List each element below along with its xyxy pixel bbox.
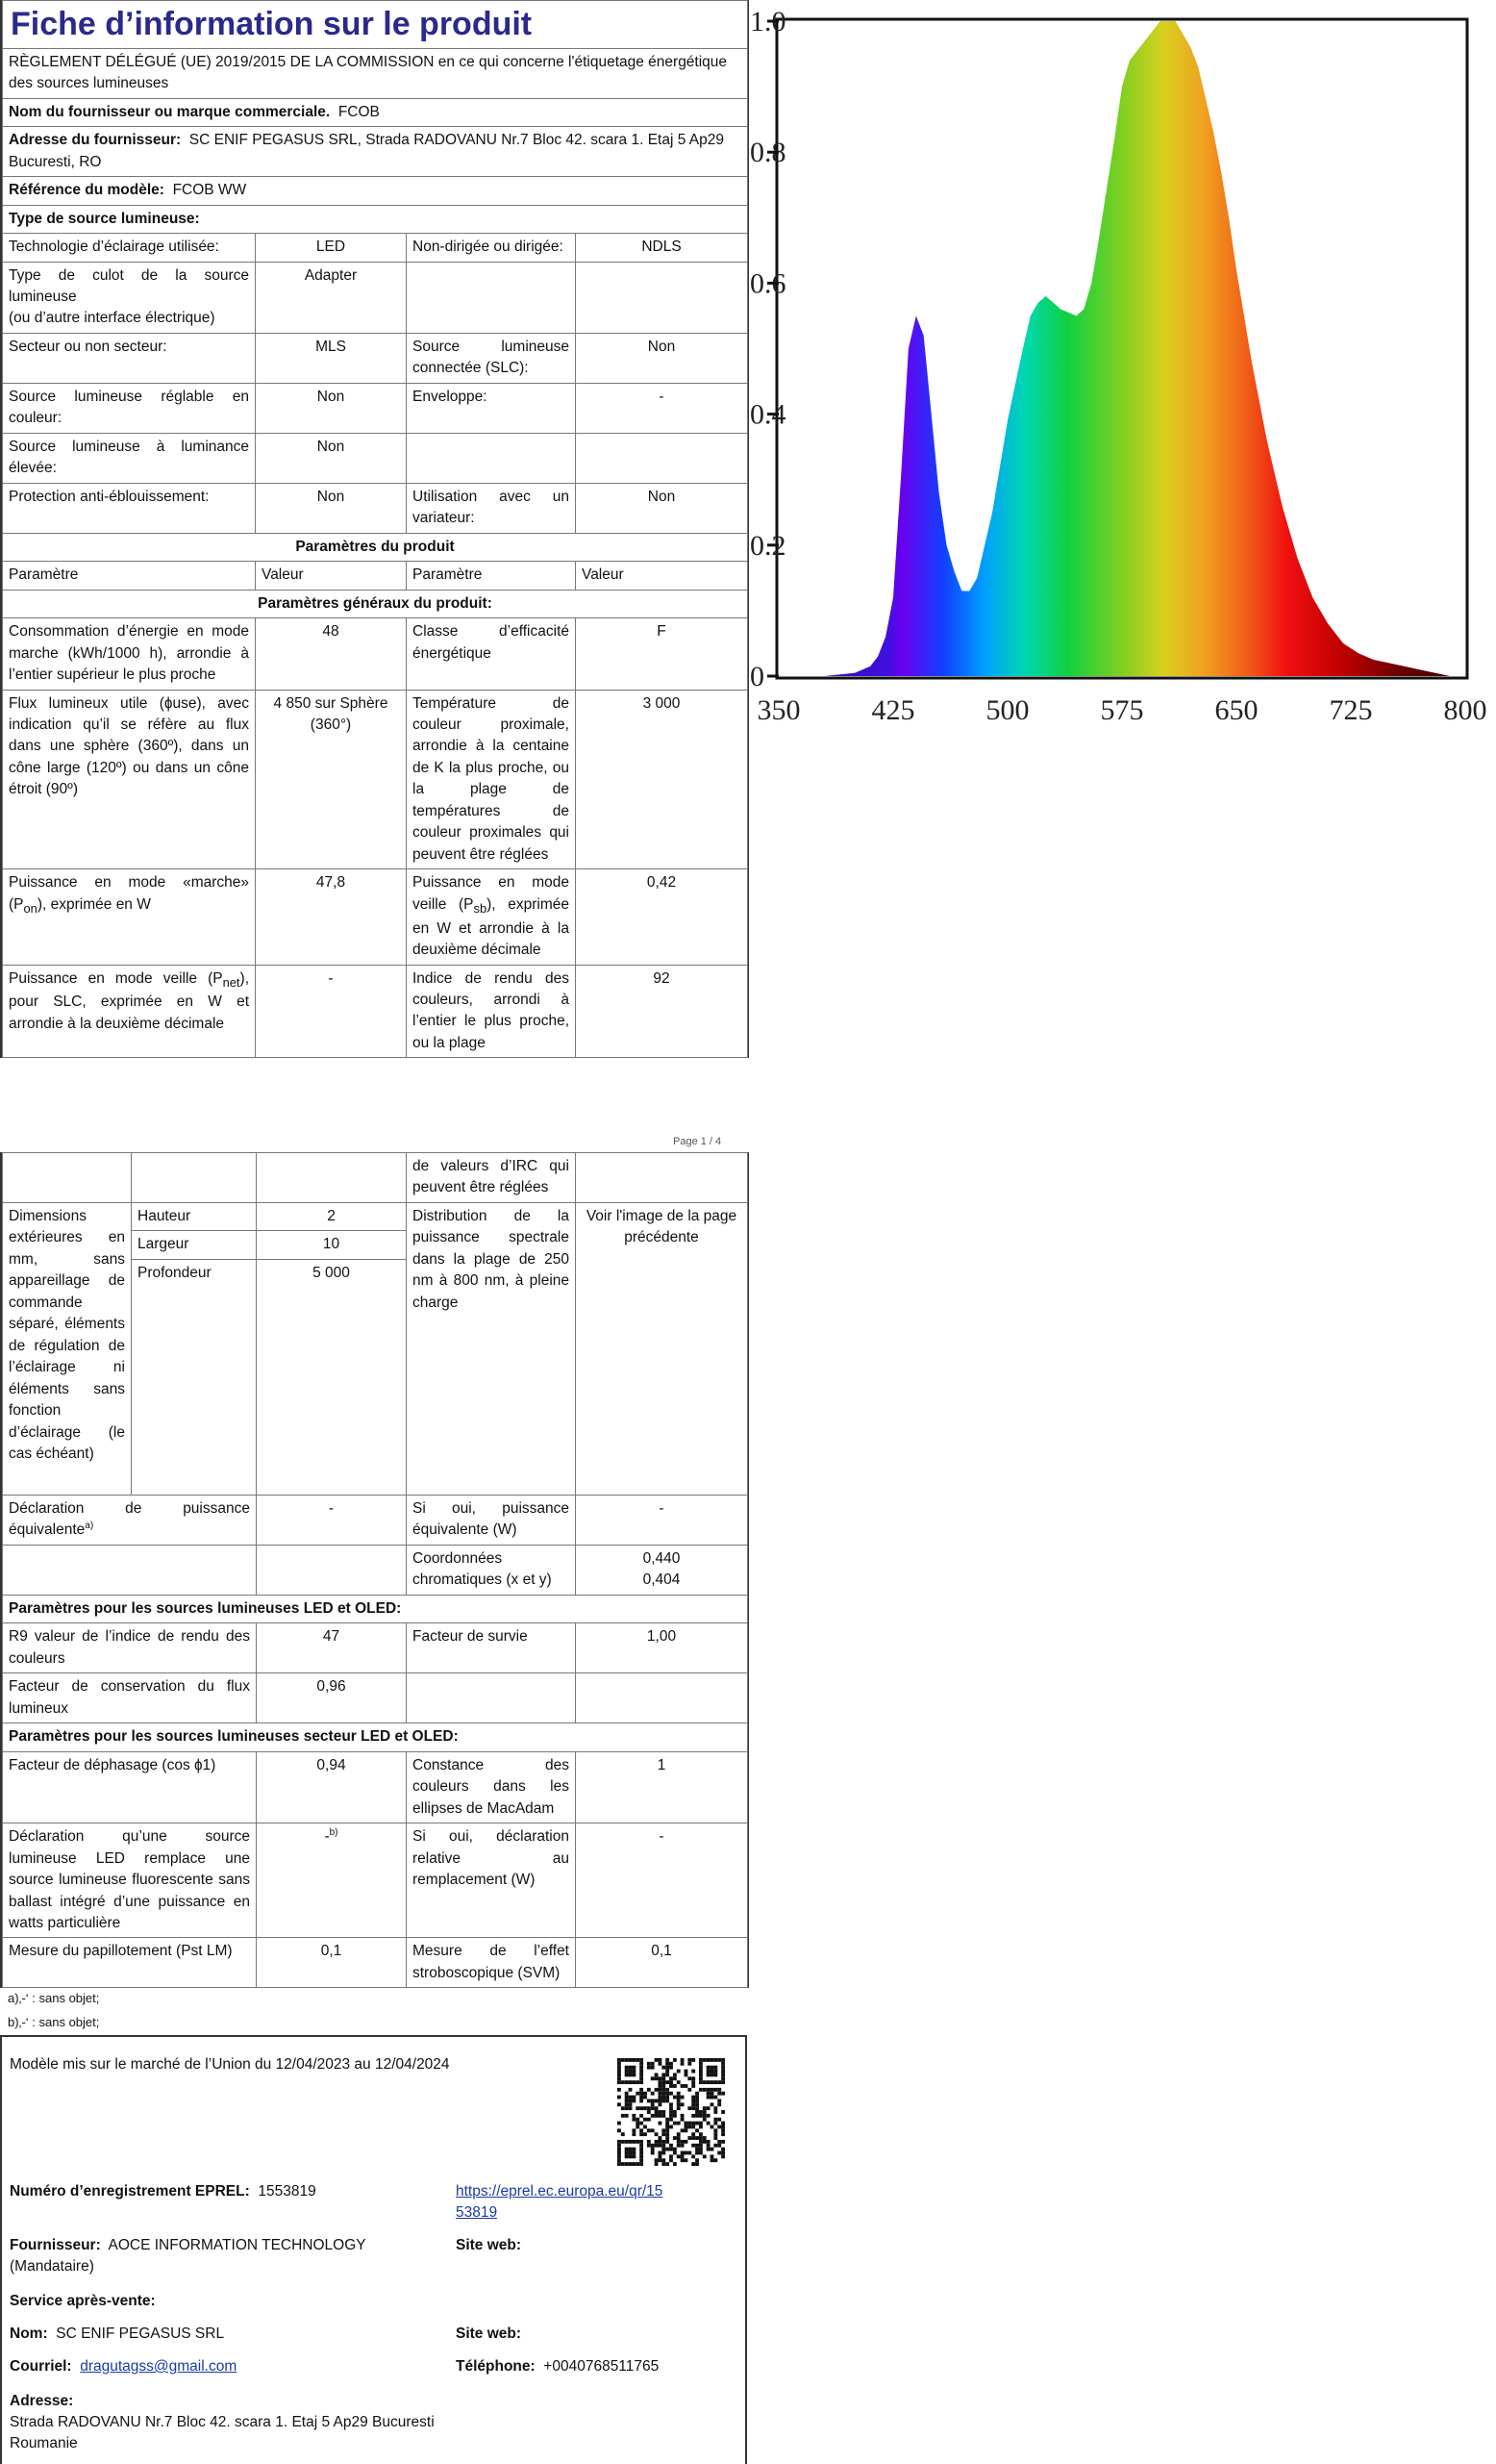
x-tick-label: 425 [871, 694, 915, 726]
type-heading: Type de source lumineuse: [3, 205, 748, 233]
supplier-name-row: Nom du fournisseur ou marque commerciale. FCOB [3, 98, 748, 126]
product-params-heading: Paramètres du produit [3, 533, 748, 561]
chroma-value: 0,440 0,404 [576, 1545, 748, 1595]
replace-label: Déclaration qu’une source lumineuse LED remplace une source lumineuse fluorescente sans ballast intégré d’une puissance en watts particulière [3, 1823, 257, 1938]
directed-value: NDLS [576, 234, 748, 262]
pf-label: Facteur de déphasage (cos ɸ1) [3, 1751, 257, 1823]
address-value: Strada RADOVANU Nr.7 Bloc 42. scara 1. Etaj 5 Ap29 Bucuresti Roumanie [10, 2414, 435, 2452]
y-tick-label: 0.2 [750, 529, 786, 562]
col-header-value-2: Valeur [576, 562, 748, 590]
slc-label: Source lumineuse connectée (SLC): [407, 333, 576, 383]
glare-label: Protection anti-éblouissement: [3, 483, 256, 533]
glare-value: Non [256, 483, 407, 533]
market-placed-text: Modèle mis sur le marché de l’Union du 12/04/2023 au 12/04/2024 [10, 2056, 450, 2073]
survival-value: 1,00 [576, 1623, 748, 1673]
maint-label: Facteur de conservation du flux lumineux [3, 1673, 257, 1723]
x-tick-label: 500 [985, 694, 1030, 726]
product-info-table [2, 0, 748, 1058]
cap-label: Type de culot de la source lumineuse (ou d’autre interface électrique) [3, 262, 256, 333]
supplier-name-value: FCOB [337, 103, 380, 120]
supplier-row: Fournisseur: AOCE INFORMATION TECHNOLOGY (Mandataire) [10, 2237, 366, 2275]
macadam-value: 1 [576, 1751, 748, 1823]
col-header-param: Paramètre [3, 562, 256, 590]
tunable-label: Source lumineuse réglable en couleur: [3, 383, 256, 433]
service-name-row: Nom: SC ENIF PEGASUS SRL [10, 2326, 225, 2342]
spd-label: Distribution de la puissance spectrale dans la plage de 250 nm à 800 nm, à pleine charge [407, 1202, 576, 1495]
psb-value: 0,42 [576, 869, 748, 965]
r9-label: R9 valeur de l’indice de rendu des couleurs [3, 1623, 257, 1673]
pon-label: Puissance en mode «marche» $(P_{on})$, exprimée en W [3, 869, 256, 965]
website-label: Site web: [456, 2237, 522, 2253]
dimensions-label: Dimensions extérieures en mm, sans appareillage de commande séparé, éléments de régulation de l’éclairage ni éléments sans fonction d’éclairage (le cas échéant) [3, 1202, 132, 1495]
spectral-distribution-chart [750, 0, 1496, 741]
slc-value: Non [576, 333, 748, 383]
model-value: FCOB WW [172, 182, 247, 199]
envelope-value: - [576, 383, 748, 433]
after-sales-label: Service après-vente: [10, 2293, 156, 2309]
cri-value: 92 [576, 965, 748, 1058]
market-info-box [0, 2035, 747, 2464]
flicker-label: Mesure du papillotement (Pst LM) [3, 1938, 257, 1988]
equiv-decl-label: Déclaration de puissance équivalente$^{a)}$ [3, 1495, 257, 1545]
directed-label: Non-dirigée ou dirigée: [407, 234, 576, 262]
r9-value: 47 [257, 1623, 407, 1673]
led-oled-heading: Paramètres pour les sources lumineuses LED et OLED: [3, 1595, 748, 1622]
mains-led-heading: Paramètres pour les sources lumineuses secteur LED et OLED: [3, 1723, 748, 1751]
regulation-text: RÈGLEMENT DÉLÉGUÉ (UE) 2019/2015 DE LA COMMISSION en ce qui concerne l'étiquetage énergétique des sources lumineuses [3, 48, 748, 98]
supplier-value: AOCE INFORMATION TECHNOLOGY (Mandataire) [10, 2237, 366, 2275]
email-link[interactable]: dragutagss@gmail.com [80, 2358, 237, 2375]
equiv-decl-value: - [257, 1495, 407, 1545]
pf-value: 0,94 [257, 1751, 407, 1823]
width-value: 10 [257, 1231, 407, 1259]
class-value: F [576, 618, 748, 690]
flux-label: Flux lumineux utile (ɸuse), avec indication qu’il se réfère au flux dans une sphère (360º), dans un cône large (120º) ou dans un cône étroit (90º) [3, 690, 256, 869]
psb-label: Puissance en mode veille $(P_{sb})$, exprimée en W et arrondie à la deuxième décimale [407, 869, 576, 965]
flicker-value: 0,1 [257, 1938, 407, 1988]
dimmer-value: Non [576, 483, 748, 533]
cri-label: Indice de rendu des couleurs, arrondi à l’entier le plus proche, ou la plage [407, 965, 576, 1058]
page-title: Fiche d’information sur le produit [3, 1, 748, 49]
energy-value: 48 [256, 618, 407, 690]
model-row: Référence du modèle: FCOB WW [3, 177, 748, 205]
general-params-heading: Paramètres généraux du produit: [3, 590, 748, 617]
replace-watt-label: Si oui, déclaration relative au remplacement (W) [407, 1823, 576, 1938]
address-label: Adresse: [10, 2393, 74, 2409]
qr-code[interactable] [617, 2058, 725, 2166]
flux-value: 4 850 sur Sphère (360°) [256, 690, 407, 869]
depth-label: Profondeur [132, 1259, 257, 1495]
col-header-param-2: Paramètre [407, 562, 576, 590]
pon-value: 47,8 [256, 869, 407, 965]
svm-value: 0,1 [576, 1938, 748, 1988]
pnet-label: Puissance en mode veille $(P_{net})$, pour SLC, exprimée en W et arrondie à la deuxième décimale [3, 965, 256, 1058]
website-label-2: Site web: [456, 2326, 522, 2342]
info-sheet-page2 [0, 1152, 749, 1988]
tech-value: LED [256, 234, 407, 262]
x-tick-label: 800 [1443, 694, 1487, 726]
supplier-address-value: SC ENIF PEGASUS SRL, Strada RADOVANU Nr.7 Bloc 42. scara 1. Etaj 5 Ap29 Bucuresti, RO [9, 132, 724, 170]
footnote-b: b)‚-‘ : sans objet; [8, 2014, 100, 2029]
width-label: Largeur [132, 1231, 257, 1259]
spd-value: Voir l'image de la page précédente [576, 1202, 748, 1495]
mains-value: MLS [256, 333, 407, 383]
dimmer-label: Utilisation avec un variateur: [407, 483, 576, 533]
equiv-power-value: - [576, 1495, 748, 1545]
y-tick-label: 0 [750, 661, 764, 692]
class-label: Classe d’efficacité énergétique [407, 618, 576, 690]
supplier-address-row: Adresse du fournisseur: SC ENIF PEGASUS SRL, Strada RADOVANU Nr.7 Bloc 42. scara 1. Etaj 5 Ap29 Bucuresti, RO [3, 127, 748, 177]
footnote-a: a)‚-‘ : sans objet; [8, 1991, 100, 2005]
energy-label: Consommation d’énergie en mode marche (kWh/1000 h), arrondie à l’entier supérieur le plus proche [3, 618, 256, 690]
service-name-value: SC ENIF PEGASUS SRL [56, 2326, 225, 2342]
mains-label: Secteur ou non secteur: [3, 333, 256, 383]
tunable-value: Non [256, 383, 407, 433]
x-tick-label: 350 [757, 694, 801, 726]
phone-row: Téléphone: +0040768511765 [456, 2358, 660, 2375]
depth-value: 5 000 [257, 1259, 407, 1495]
cct-value: 3 000 [576, 690, 748, 869]
x-tick-label: 725 [1329, 694, 1373, 726]
info-sheet-page1 [0, 0, 749, 1058]
eprel-value: 1553819 [258, 2183, 316, 2200]
chroma-label: Coordonnées chromatiques (x et y) [407, 1545, 576, 1595]
cri-label-cont: de valeurs d’IRC qui peuvent être réglées [407, 1153, 576, 1203]
cap-value: Adapter [256, 262, 407, 333]
envelope-label: Enveloppe: [407, 383, 576, 433]
phone-value: +0040768511765 [543, 2358, 660, 2375]
height-value: 2 [257, 1202, 407, 1230]
replace-value: -$^{b)}$ [257, 1823, 407, 1938]
email-row: Courriel: dragutagss@gmail.com [10, 2358, 237, 2375]
col-header-value: Valeur [256, 562, 407, 590]
svm-label: Mesure de l’effet stroboscopique (SVM) [407, 1938, 576, 1988]
replace-watt-value: - [576, 1823, 748, 1938]
product-info-table-cont [2, 1152, 748, 1988]
tech-label: Technologie d’éclairage utilisée: [3, 234, 256, 262]
height-label: Hauteur [132, 1202, 257, 1230]
survival-label: Facteur de survie [407, 1623, 576, 1673]
high-luminance-label: Source lumineuse à luminance élevée: [3, 433, 256, 483]
y-tick-label: 1.0 [750, 6, 786, 38]
page-number: Page 1 / 4 [673, 1136, 722, 1147]
cct-label: Température de couleur proximale, arrondie à la centaine de K la plus proche, ou la plage de températures de couleur proximales qui peuvent être réglées [407, 690, 576, 869]
eprel-link[interactable]: https://eprel.ec.europa.eu/qr/15 53819 [456, 2183, 663, 2222]
y-tick-label: 0.4 [750, 398, 786, 431]
equiv-power-label: Si oui, puissance équivalente (W) [407, 1495, 576, 1545]
macadam-label: Constance des couleurs dans les ellipses de MacAdam [407, 1751, 576, 1823]
x-tick-label: 650 [1214, 694, 1259, 726]
x-tick-label: 575 [1100, 694, 1144, 726]
y-tick-label: 0.6 [750, 267, 786, 300]
maint-value: 0,96 [257, 1673, 407, 1723]
y-tick-label: 0.8 [750, 137, 786, 169]
footnotes [8, 1987, 99, 2034]
pnet-value: - [256, 965, 407, 1058]
eprel-row: Numéro d’enregistrement EPREL: 1553819 [10, 2183, 316, 2200]
high-luminance-value: Non [256, 433, 407, 483]
